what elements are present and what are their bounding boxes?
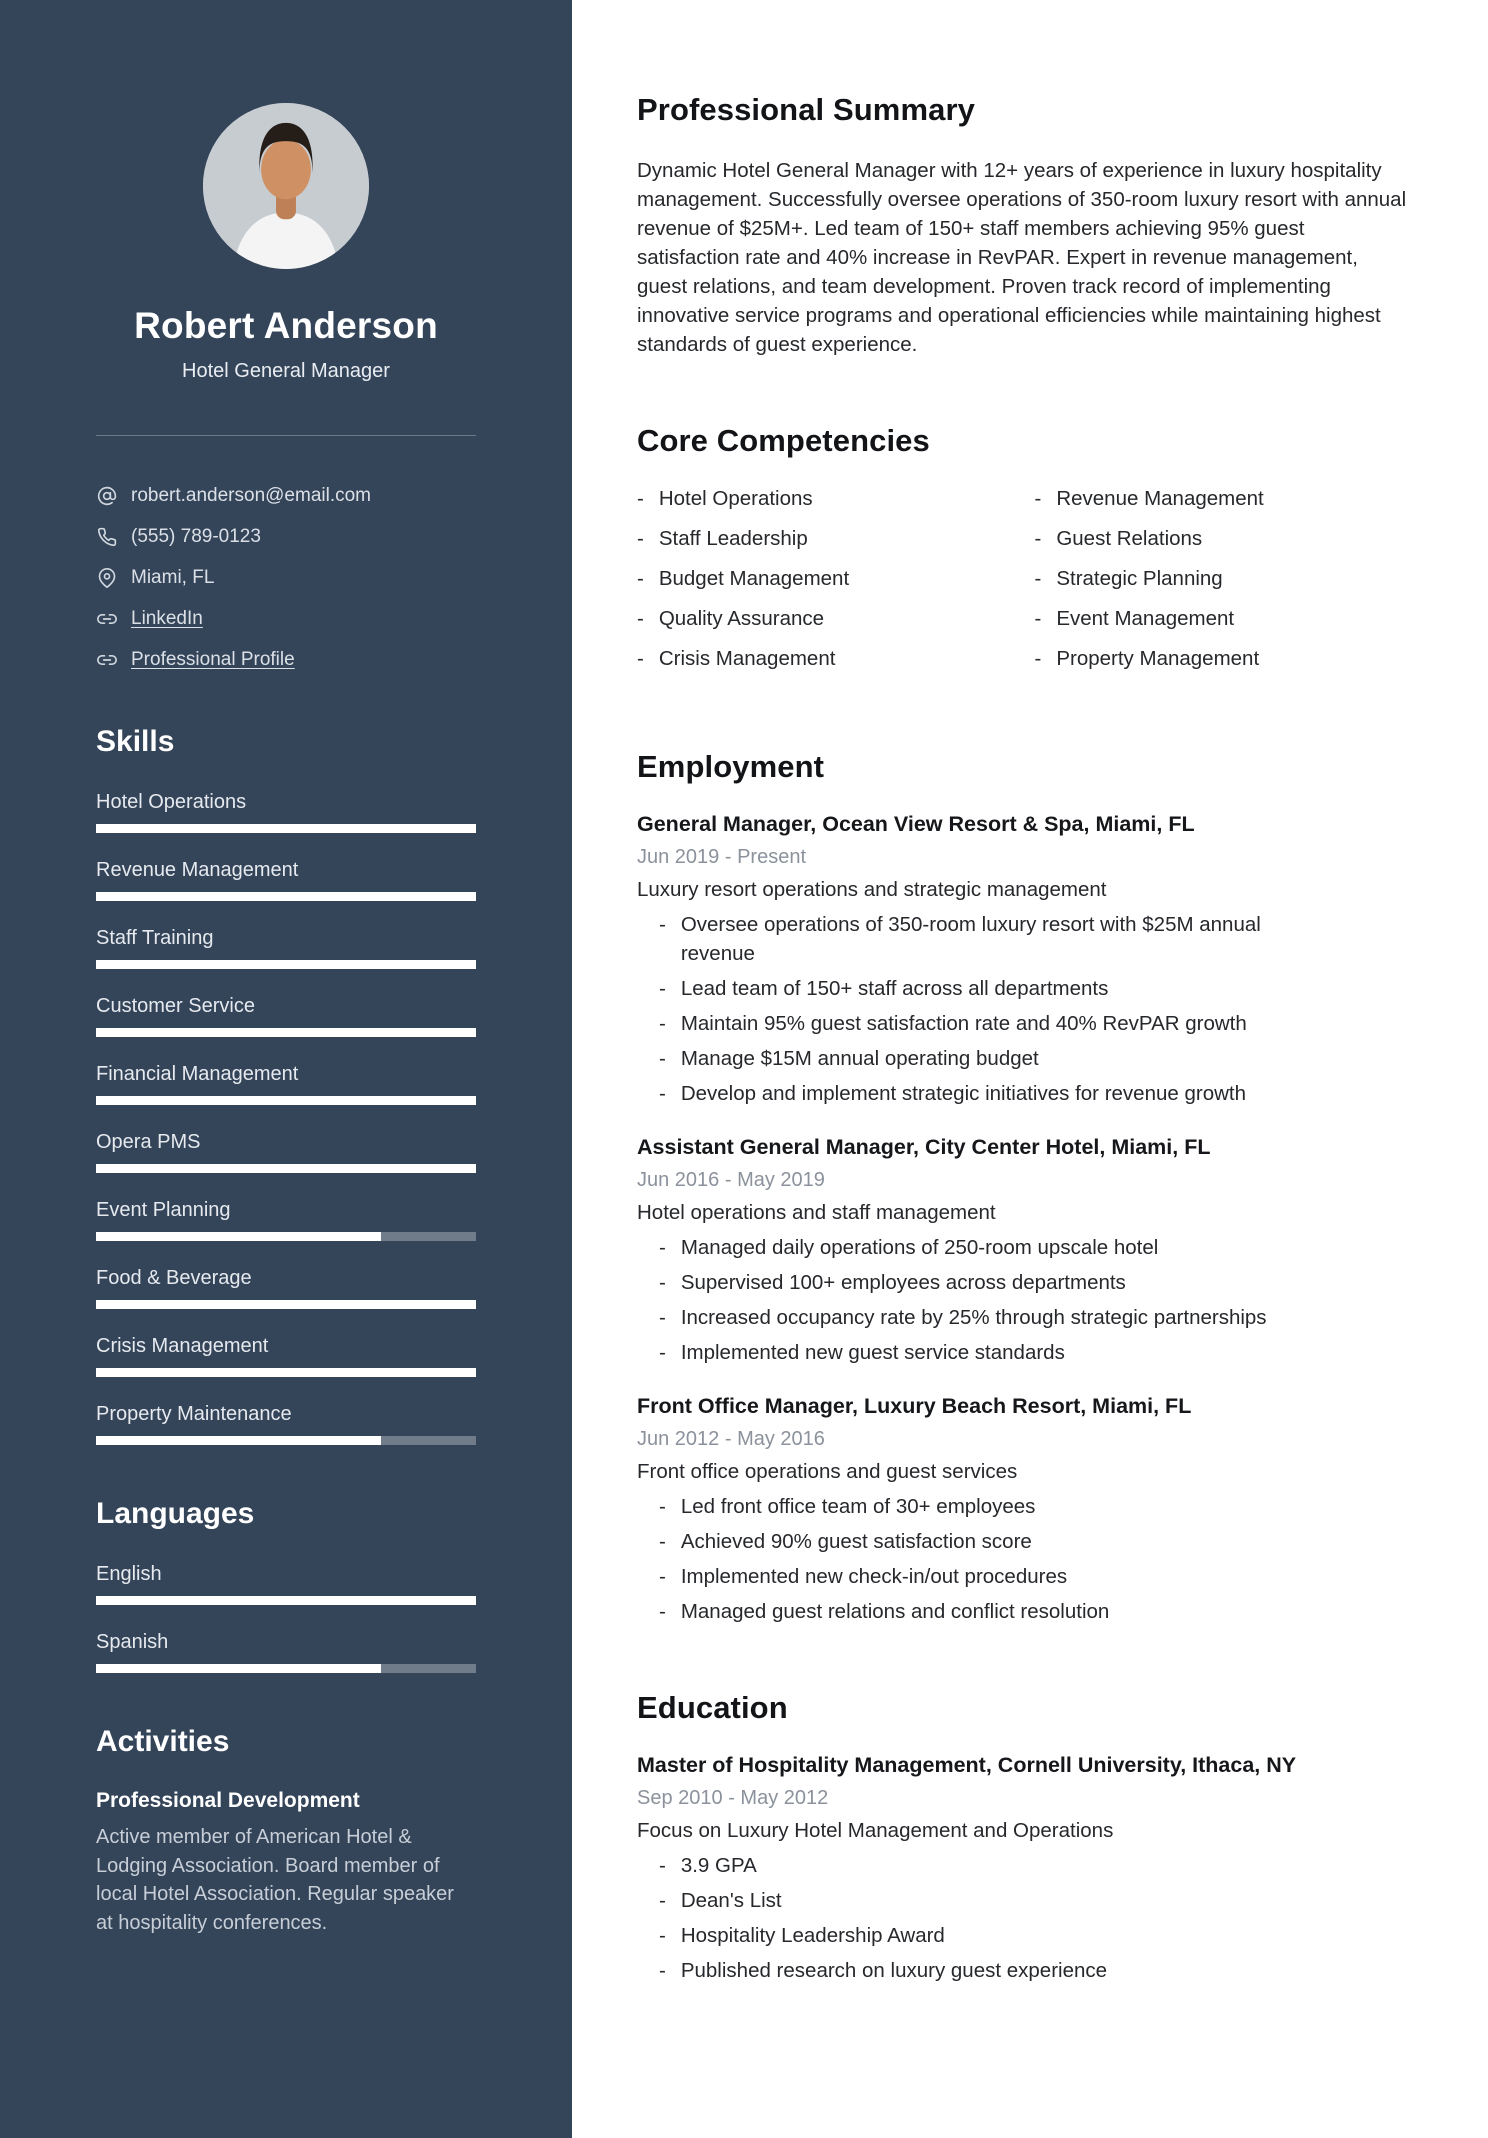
skill-bar-fill xyxy=(96,1164,476,1173)
contact-phone-value: (555) 789-0123 xyxy=(131,525,261,547)
skill-bar xyxy=(96,1028,476,1037)
job-entry xyxy=(637,812,1432,1108)
skill-item: Revenue Management xyxy=(96,857,476,901)
skill-item: Hotel Operations xyxy=(96,789,476,833)
job-dates: Jun 2016 - May 2019 xyxy=(637,1169,825,1191)
bullet-item: - Hospitality Leadership Award xyxy=(659,1921,1324,1950)
skill-bar xyxy=(96,892,476,901)
job-dates: Jun 2019 - Present xyxy=(637,846,806,868)
bullet-item: - Led front office team of 30+ employees xyxy=(659,1492,1324,1521)
activities-heading: Activities xyxy=(96,1725,230,1758)
job-bullets xyxy=(637,1492,1432,1626)
skill-bar xyxy=(96,1300,476,1309)
skill-item: Staff Training xyxy=(96,925,476,969)
section-employment xyxy=(637,749,1432,1626)
skill-bar xyxy=(96,824,476,833)
summary-heading: Professional Summary xyxy=(637,92,975,127)
competency-item: - Guest Relations xyxy=(1035,525,1433,552)
bullet-item: - Implemented new check-in/out procedures xyxy=(659,1562,1324,1591)
at-icon xyxy=(96,486,118,506)
skills-heading: Skills xyxy=(96,725,175,758)
skill-bar-fill xyxy=(96,824,476,833)
skill-bar-fill xyxy=(96,1232,381,1241)
section-education xyxy=(637,1690,1432,1985)
bullet-item: - Implemented new guest service standards xyxy=(659,1338,1324,1367)
language-bar-fill xyxy=(96,1664,381,1673)
language-item: English xyxy=(96,1561,476,1605)
contact-email xyxy=(96,482,476,509)
bullet-item: - Achieved 90% guest satisfaction score xyxy=(659,1527,1324,1556)
professional-profile-link[interactable]: Professional Profile xyxy=(131,648,295,670)
competency-item: - Quality Assurance xyxy=(637,605,1035,632)
job-bullets xyxy=(637,910,1432,1108)
skill-bar-fill xyxy=(96,1096,476,1105)
contact-location-value: Miami, FL xyxy=(131,566,215,588)
avatar xyxy=(203,103,369,269)
competency-item: - Event Management xyxy=(1035,605,1433,632)
skill-bar-fill xyxy=(96,1300,476,1309)
skill-item: Event Planning xyxy=(96,1197,476,1241)
location-pin-icon xyxy=(96,568,118,588)
languages-heading: Languages xyxy=(96,1497,255,1530)
skill-bar xyxy=(96,1368,476,1377)
competencies-column-left xyxy=(637,485,1035,685)
bullet-item: - Maintain 95% guest satisfaction rate and 40% RevPAR growth xyxy=(659,1009,1324,1038)
bullet-item: - Lead team of 150+ staff across all departments xyxy=(659,974,1324,1003)
contact-email-value: robert.anderson@email.com xyxy=(131,484,372,506)
bullet-item: - Published research on luxury guest experience xyxy=(659,1956,1324,1985)
contact-phone xyxy=(96,523,476,550)
competencies-grid xyxy=(637,485,1432,685)
skill-bar xyxy=(96,1164,476,1173)
bullet-item: - Develop and implement strategic initiatives for revenue growth xyxy=(659,1079,1324,1108)
competency-item: - Hotel Operations xyxy=(637,485,1035,512)
section-professional-summary xyxy=(637,92,1432,359)
job-summary: Hotel operations and staff management xyxy=(637,1201,996,1224)
link-icon xyxy=(96,609,118,629)
job-bullets xyxy=(637,1233,1432,1367)
competency-item: - Strategic Planning xyxy=(1035,565,1433,592)
languages-list xyxy=(96,1561,476,1673)
education-dates: Sep 2010 - May 2012 xyxy=(637,1787,829,1809)
language-item: Spanish xyxy=(96,1629,476,1673)
employment-heading: Employment xyxy=(637,749,825,784)
education-title: Master of Hospitality Management, Cornell University, Ithaca, NY xyxy=(637,1753,1297,1777)
competency-item: - Property Management xyxy=(1035,645,1433,672)
bullet-item: - 3.9 GPA xyxy=(659,1851,1324,1880)
main-content xyxy=(572,0,1488,2138)
section-core-competencies xyxy=(637,423,1432,685)
skill-item: Property Maintenance xyxy=(96,1401,476,1445)
skill-bar-fill xyxy=(96,960,476,969)
language-bar-fill xyxy=(96,1596,476,1605)
skill-bar-fill xyxy=(96,1436,381,1445)
competency-item: - Staff Leadership xyxy=(637,525,1035,552)
job-entry xyxy=(637,1394,1432,1626)
skill-item: Financial Management xyxy=(96,1061,476,1105)
activities-subheading: Professional Development xyxy=(96,1789,360,1812)
bullet-item: - Dean's List xyxy=(659,1886,1324,1915)
skill-bar-fill xyxy=(96,1368,476,1377)
competencies-column-right xyxy=(1035,485,1433,685)
profile-photo xyxy=(203,103,369,269)
contact-professional-profile xyxy=(96,646,476,673)
bullet-item: - Manage $15M annual operating budget xyxy=(659,1044,1324,1073)
job-title: Assistant General Manager, City Center Hotel, Miami, FL xyxy=(637,1135,1211,1159)
bullet-item: - Managed guest relations and conflict resolution xyxy=(659,1597,1324,1626)
skill-bar xyxy=(96,1096,476,1105)
skill-bar-fill xyxy=(96,892,476,901)
phone-icon xyxy=(96,527,118,547)
language-bar xyxy=(96,1664,476,1673)
skill-item: Crisis Management xyxy=(96,1333,476,1377)
skill-bar xyxy=(96,1436,476,1445)
contact-location xyxy=(96,564,476,591)
bullet-item: - Increased occupancy rate by 25% through strategic partnerships xyxy=(659,1303,1324,1332)
language-bar xyxy=(96,1596,476,1605)
skill-item: Opera PMS xyxy=(96,1129,476,1173)
skills-list xyxy=(96,789,476,1445)
job-summary: Front office operations and guest services xyxy=(637,1460,1018,1483)
job-summary: Luxury resort operations and strategic management xyxy=(637,878,1107,901)
job-entry xyxy=(637,1135,1432,1367)
education-bullets xyxy=(637,1851,1432,1985)
education-summary: Focus on Luxury Hotel Management and Operations xyxy=(637,1819,1114,1842)
competency-item: - Revenue Management xyxy=(1035,485,1433,512)
competencies-heading: Core Competencies xyxy=(637,423,930,458)
person-title: Hotel General Manager xyxy=(182,360,390,382)
skill-item: Food & Beverage xyxy=(96,1265,476,1309)
contact-linkedin xyxy=(96,605,476,632)
competency-item: - Crisis Management xyxy=(637,645,1035,672)
person-name: Robert Anderson xyxy=(134,305,438,346)
job-dates: Jun 2012 - May 2016 xyxy=(637,1428,825,1450)
bullet-item: - Oversee operations of 350-room luxury resort with $25M annual revenue xyxy=(659,910,1324,968)
summary-text: Dynamic Hotel General Manager with 12+ years of experience in luxury hospitality management. Successfully oversee operations of 350-room luxury resort with annual revenue of $25M+. Led team of 150+ staff members achieving 95% guest satisfaction rate and 40% increase in RevPAR. Expert in revenue management, guest relations, and team development. Proven track record of implementing innovative service programs and operational efficiencies while maintaining highest standards of guest experience. xyxy=(637,159,1407,356)
skill-bar xyxy=(96,960,476,969)
job-title: Front Office Manager, Luxury Beach Resort, Miami, FL xyxy=(637,1394,1192,1418)
education-heading: Education xyxy=(637,1690,788,1725)
activities-text: Active member of American Hotel & Lodging Association. Board member of local Hotel Association. Regular speaker at hospitality conferences. xyxy=(96,1826,454,1934)
skill-item: Customer Service xyxy=(96,993,476,1037)
education-entry xyxy=(637,1753,1432,1985)
contact-list xyxy=(96,482,476,673)
bullet-item: - Supervised 100+ employees across departments xyxy=(659,1268,1324,1297)
skill-bar-fill xyxy=(96,1028,476,1037)
bullet-item: - Managed daily operations of 250-room upscale hotel xyxy=(659,1233,1324,1262)
sidebar-divider xyxy=(96,435,476,436)
skill-bar xyxy=(96,1232,476,1241)
link-icon xyxy=(96,650,118,670)
linkedin-link[interactable]: LinkedIn xyxy=(131,607,203,629)
competency-item: - Budget Management xyxy=(637,565,1035,592)
sidebar xyxy=(0,0,572,2138)
job-title: General Manager, Ocean View Resort & Spa, Miami, FL xyxy=(637,812,1195,836)
